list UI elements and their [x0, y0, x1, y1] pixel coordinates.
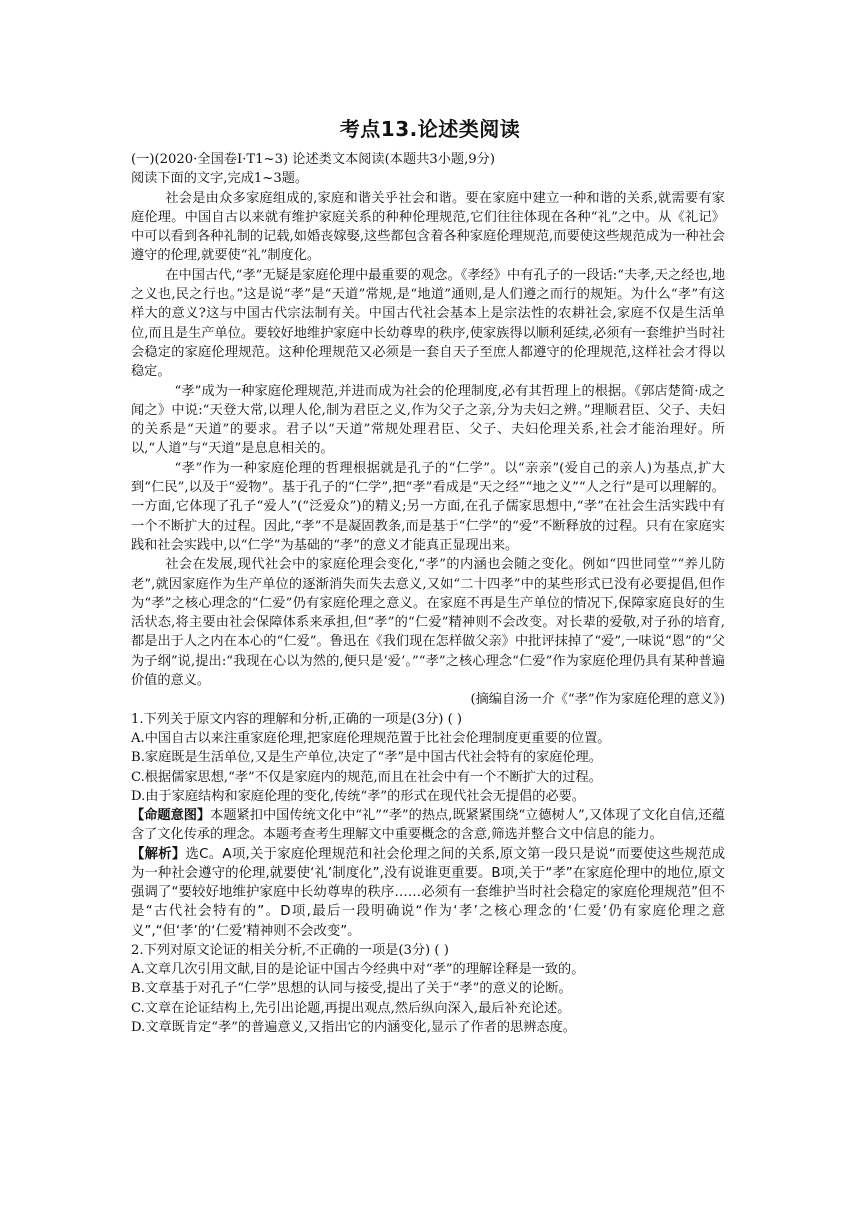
question-1-stem: 1.下列关于原文内容的理解和分析,正确的一项是(3分) ( )	[131, 711, 463, 727]
page-title: 考点13.论述类阅读	[339, 117, 521, 141]
section-header: (一)(2020·全国卷Ⅰ·T1~3) 论述类文本阅读(本题共3小题,9分)	[131, 152, 496, 167]
question-2-stem: 2.下列对原文论证的相关分析,不正确的一项是(3分) ( )	[131, 942, 449, 958]
paragraph-3: “孝”成为一种家庭伦理规范,并进而成为社会的伦理制度,必有其哲理上的根据。《郭店楚简·成之闻之》中说:“天登大常,以理人伦,制为君臣之义,作为父子之亲,分为夫妇之辨。”理顺君臣、父子、夫妇的关系是“天道”的要求。君子以“天道”常规处理君臣、父子、夫妇伦理关系,社会才能治理好。所以,“人道”与“天道”是息息相关的。	[131, 383, 725, 457]
intent-label: 【命题意图】	[131, 808, 211, 824]
paragraph-1: 社会是由众多家庭组成的,家庭和谐关乎社会和谐。要在家庭中建立一种和谐的关系,就需要有家庭伦理。中国自古以来就有维护家庭关系的种种伦理规范,它们往往体现在各种“礼”之中。从《礼记》中可以看到各种礼制的记载,如婚丧嫁娶,这些都包含着各种家庭伦理规范,而要使这些规范成为一种社会遵守的伦理,就要使“礼”制度化。	[131, 190, 725, 264]
paragraph-5: 社会在发展,现代社会中的家庭伦理会变化,“孝”的内涵也会随之变化。例如“四世同堂”“养儿防老”,就因家庭作为生产单位的逐渐消失而失去意义,又如“二十四孝”中的某些形式已没有必要提倡,但作为“孝”之核心理念的“仁爱”仍有家庭伦理之意义。在家庭不再是生产单位的情况下,保障家庭良好的生活状态,将主要由社会保障体系来承担,但“孝”的“仁爱”精神则不会改变。对长辈的爱敬,对子孙的培育,都是出于人之内在本心的“仁爱”。鲁迅在《我们现在怎样做父亲》中批评抹掉了“爱”,一味说“恩”的“父为子纲”说,提出:“我现在心以为然的,便只是‘爱’。”“孝”之核心理念“仁爱”作为家庭伦理仍具有某种普遍价值的意义。	[131, 557, 725, 689]
question-2-option-b: B.文章基于对孔子“仁学”思想的认同与接受,提出了关于“孝”的意义的论断。	[131, 981, 572, 997]
paragraph-2: 在中国古代,“孝”无疑是家庭伦理中最重要的观念。《孝经》中有孔子的一段话:“夫孝,天之经也,地之义也,民之行也。”这是说“孝”是“天道”常规,是“地道”通则,是人们遵之而行的规矩。为什么“孝”有这样大的意义?这与中国古代宗法制有关。中国古代社会基本上是宗法性的农耕社会,家庭不仅是生活单位,而且是生产单位。要较好地维护家庭中长幼尊卑的秩序,使家族得以顺利延续,必须有一套维护当时社会稳定的家庭伦理规范。这种伦理规范又必须是一套自天子至庶人都遵守的伦理规范,这样社会才得以稳定。	[131, 267, 725, 380]
question-2-option-d: D.文章既肯定“孝”的普遍意义,又指出它的内涵变化,显示了作者的思辨态度。	[131, 1019, 576, 1035]
paragraph-4: “孝”作为一种家庭伦理的哲理根据就是孔子的“仁学”。以“亲亲”(爱自己的亲人)为基点,扩大到“仁民”,以及于“爱物”。基于孔子的“仁学”,把“孝”看成是“天之经”“地之义”“人之行”是可以理解的。一方面,它体现了孔子“爱人”(“泛爱众”)的精义;另一方面,在孔子儒家思想中,“孝”在社会生活实践中有一个不断扩大的过程。因此,“孝”不是凝固教条,而是基于“仁学”的“爱”不断释放的过程。只有在家庭实践和社会实践中,以“仁学”为基础的“孝”的意义才能真正显现出来。	[131, 460, 725, 553]
analysis-text: 选C。A项,关于家庭伦理规范和社会伦理之间的关系,原文第一段只是说“而要使这些规范成为一种社会遵守的伦理,就要使‘礼’制度化”,没有说谁更重要。B项,关于“孝”在家庭伦理中的地位,原文强调了“要较好地维护家庭中长幼尊卑的秩序……必须有一套维护当时社会稳定的家庭伦理规范”但不是“古代社会特有的”。D项,最后一段明确说“作为‘孝’之核心理念的‘仁爱’仍有家庭伦理之意义”,“但‘孝’的‘仁爱’精神则不会改变”。	[131, 846, 725, 939]
analysis-label: 【解析】	[131, 846, 186, 862]
source-citation: (摘编自汤一介《“孝”作为家庭伦理的意义》)	[470, 692, 725, 708]
question-1-option-c: C.根据儒家思想,“孝”不仅是家庭内的规范,而且在社会中有一个不断扩大的过程。	[131, 769, 602, 785]
question-1-analysis	[131, 845, 725, 941]
question-1-option-d: D.由于家庭结构和家庭伦理的变化,传统“孝”的形式在现代社会无提倡的必要。	[131, 788, 585, 804]
instruction: 阅读下面的文字,完成1~3题。	[131, 171, 309, 187]
document-body	[131, 150, 725, 1037]
question-1-option-a: A.中国自古以来注重家庭伦理,把家庭伦理规范置于比社会伦理制度更重要的位置。	[131, 730, 611, 746]
question-2-option-c: C.文章在论证结构上,先引出论题,再提出观点,然后纵向深入,最后补充论述。	[131, 1000, 571, 1016]
question-1-intent	[131, 806, 725, 845]
intent-text: 本题紧扣中国传统文化中“礼”“孝”的热点,既紧紧围绕“立德树人”,又体现了文化自信,还蕴含了文化传承的理念。本题考查考生理解文中重要概念的含意,筛选并整合文中信息的能力。	[131, 808, 726, 843]
question-1-option-b: B.家庭既是生活单位,又是生产单位,决定了“孝”是中国古代社会特有的家庭伦理。	[131, 750, 602, 766]
question-2-option-a: A.文章几次引用文献,目的是论证中国古今经典中对“孝”的理解诠释是一致的。	[131, 962, 585, 977]
